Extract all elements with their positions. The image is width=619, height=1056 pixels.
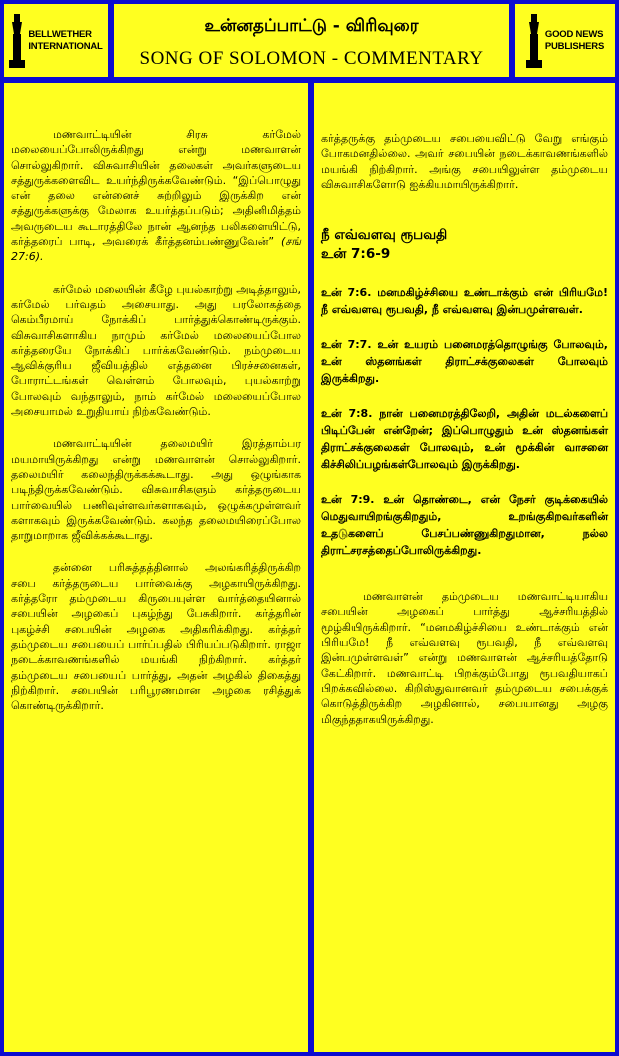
scripture-reference: (சங் 27:6). [11, 235, 301, 264]
right-column [314, 83, 615, 1052]
paragraph: தன்னை பரிசுத்தத்தினால் அலங்கரித்திருக்கிற சபை கர்த்தருடைய பார்வைக்கு அழகாயிருக்கிறது. கர்த்தரோ தம்முடைய கிருபையுள்ள வார்த்தையினால் சபையின் அழகைப் புகழ்ந்து பேசுகிறார். கர்த்தரின் புகழ்ச்சி சபையின் அழகை அதிகரிக்கிறது. கர்த்தர் தம்முடைய சபையைப் பார்ப்பதில் பிரியப்படுகிறார். ராஜா நடைக்காவணங்களில் மயங்கி நிற்கிறார். கர்த்தர் தம்முடைய சபையைப் பார்த்து, அதன் அழகில் திகைத்து நிற்கிறார். சபையின் பரிபூரணமான அழகை ரசித்துக் கொண்டிருக்கிறார். [11, 561, 301, 713]
bell-tower-icon [526, 14, 542, 68]
section-reference: உன் 7:6-9 [321, 246, 391, 263]
logo-left-line2: INTERNATIONAL [28, 40, 103, 52]
logo-left-line1: BELLWETHER [28, 28, 92, 40]
left-column [4, 83, 308, 1052]
paragraph: கர்மேல் மலையின் கீழே புயல்காற்று அடித்தாலும், கர்மேல் பர்வதம் அசையாது. அது பரலோகத்தை கெம்பீரமாய் நோக்கிப் பார்த்துக்கொண்டிருக்கும். விசுவாசிகளாகிய நாமும் கர்மேல் மலையைப்போல கர்த்தரையே நோக்கிப் பார்க்கவேண்டும். நம்முடைய ஆவிக்குரிய ஜீவியத்தில் எத்தனை பிரச்சனைகள், போராட்டங்கள் வெள்ளம் போலவும், புயல்காற்று போலவும் வந்தாலும், நாம் கர்மேல் மலையைப்போல அசையாமல் உறுதியாய் நிற்கவேண்டும். [11, 282, 301, 419]
logo-right-line1: GOOD NEWS [544, 28, 604, 40]
paragraph [11, 127, 301, 265]
verse-6: உன் 7:6. மனமகிழ்ச்சியை உண்டாக்கும் என் பிரியமே! நீ எவ்வளவு ரூபவதி, நீ எவ்வளவு இன்பமுள்ளவள். [321, 286, 608, 317]
paragraph: மணவாட்டியின் தலைமயிர் இரத்தாம்பர மயமாயிருக்கிறது என்று மணவாளன் சொல்லுகிறார். தலைமயிர் கலைந்திருக்கக்கூடாது. அது ஒழுங்காக படிந்திருக்கவேண்டும். விசுவாசிகளும் கர்த்தருடைய பார்வையில் பணிவுள்ளவர்களாகவும், ஒழுக்கமுள்ளவர் களாகவும் இருக்கவேண்டும். கலந்த தலைமயிரைப்போல தாறுமாறாக ஜீவிக்கக்கூடாது. [11, 437, 301, 543]
verse-7: உன் 7:7. உன் உயரம் பனைமரத்தொழுங்கு போலவும், உன் ஸ்தனங்கள் திராட்சக்குலைகள் போலவும் இருக்கிறது. [321, 338, 608, 386]
verse-8: உன் 7:8. நான் பனைமரத்திலேறி, அதின் மடல்களைப் பிடிப்பேன் என்றேன்; இப்பொழுதும் உன் ஸ்தனங்கள் திராட்சக்குலைகள் போலவும், உன் மூக்கின் வாசனை கிச்சிலிப்பழங்கள்போலவும் இருக்கிறது. [321, 407, 608, 472]
section-title-line: நீ எவ்வளவு ரூபவதி [321, 227, 448, 244]
verse-9: உன் 7:9. உன் தொண்டை, என் நேசர் குடிக்கையில் மெதுவாயிறங்குகிறதும், உறங்குகிறவர்களின் உதடுகளைப் பேசப்பண்ணுகிறதுமான, நல்ல திராட்சரசத்தைப்போலிருக்கிறது. [321, 493, 608, 558]
section-title [321, 226, 608, 264]
title-tamil: உன்னதப்பாட்டு - விரிவுரை [204, 16, 419, 36]
paragraph: மணவாளன் தம்முடைய மணவாட்டியாகிய சபையின் அழகைப் பார்த்து ஆச்சரியத்தில் மூழ்கியிருக்கிறார். “மனமகிழ்ச்சியை உண்டாக்கும் என் பிரியமே! நீ எவ்வளவு ரூபவதி, நீ எவ்வளவு இன்பமுள்ளவள்” என்று மணவாளன் ஆச்சரியத்தோடு கேட்கிறார். மணவாட்டி பிறக்கும்போது ரூபவதியாகப் பிறக்கவில்லை. கிறிஸ்துவானவர் தம்முடைய சபைக்குக் கொடுத்திருக்கிற அழகினால், சபையானது அழகு மிகுந்ததாகயிருக்கிறது. [321, 590, 608, 726]
publisher-logo-left [4, 4, 108, 77]
page-header [114, 4, 509, 77]
paragraph-text: மணவாட்டியின் சிரசு கர்மேல் மலையைப்போலிருக்கிறது என்று மணவாளன் சொல்லுகிறார். விசுவாசியின் தலைகள் அவர்களுடைய சத்துருக்களைவிட உயர்ந்திருக்கவேண்டும். “இப்பொழுது என் தலை என்னைச் சுற்றிலும் இருக்கிற என் சத்துருக்களுக்கு மேலாக உயர்த்தப்படும்; அதினிமித்தம் அவருடைய கூடாரத்திலே நான் ஆனந்த பலிகளையிட்டு, கர்த்தரைப் பாடி, அவரைக் கீர்த்தனம்பண்ணுவேன்” [11, 128, 301, 249]
logo-right-line2: PUBLISHERS [544, 40, 605, 52]
bell-tower-icon [9, 14, 25, 68]
publisher-logo-right [515, 4, 615, 77]
paragraph: கர்த்தருக்கு தம்முடைய சபையைவிட்டு வேறு எங்கும் போகமனதில்லை. அவர் சபையின் நடைக்காவணங்களில் மயங்கி நிற்கிறார். அங்கு சபையிலுள்ள தம்முடைய விசுவாசிகளோடு ஐக்கியமாயிருக்கிறார். [321, 132, 608, 191]
title-english: SONG OF SOLOMON - COMMENTARY [139, 48, 484, 69]
